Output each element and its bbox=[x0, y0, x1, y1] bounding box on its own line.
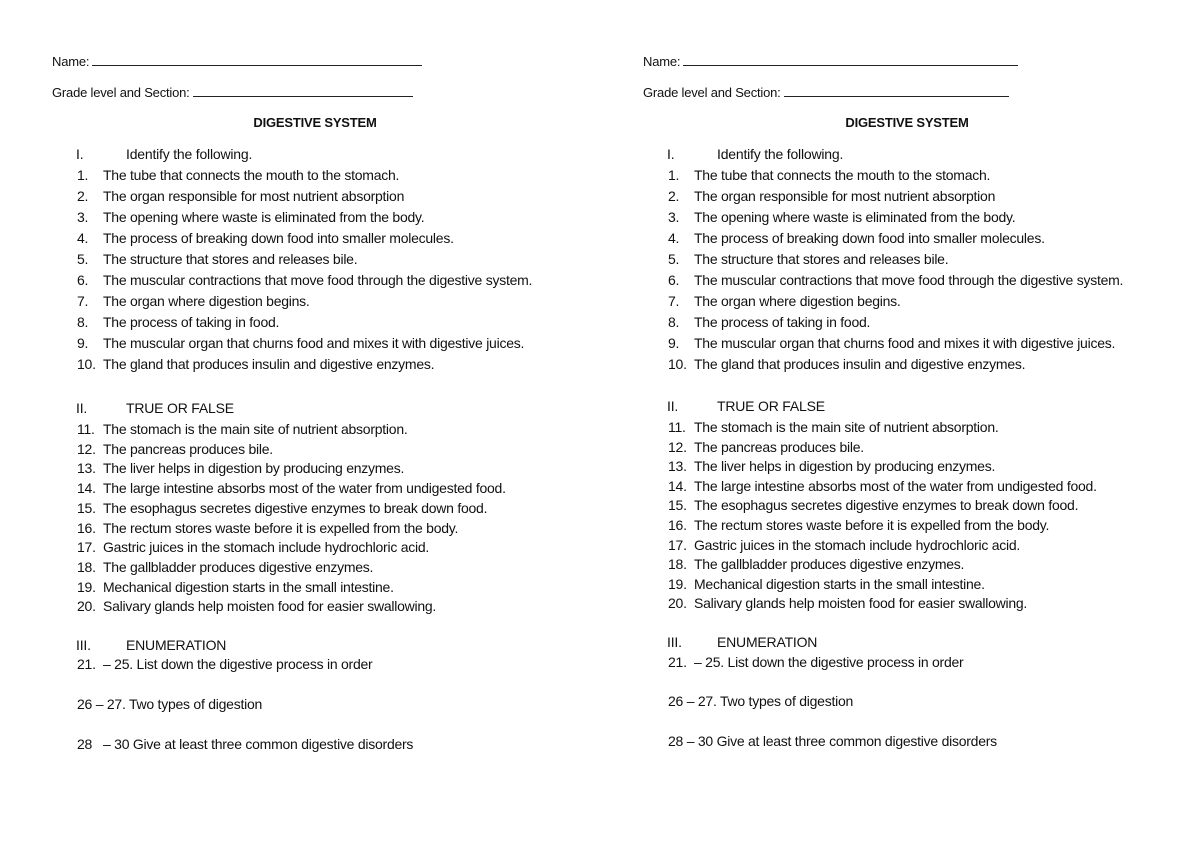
question-text: 28 – 30 Give at least three common digestive disorders bbox=[668, 733, 997, 749]
question-number: 7. bbox=[668, 293, 680, 309]
question-text: The rectum stores waste before it is expelled from the body. bbox=[103, 519, 459, 536]
question-text: Mechanical digestion starts in the small intestine. bbox=[694, 575, 985, 592]
question-text: Mechanical digestion starts in the small intestine. bbox=[103, 578, 394, 595]
question-number: 20. bbox=[77, 598, 96, 615]
question-item bbox=[668, 497, 1078, 513]
question-item bbox=[668, 209, 1015, 225]
question-number: 7. bbox=[77, 293, 89, 309]
question-item bbox=[668, 517, 1049, 533]
question-number: 12. bbox=[668, 438, 687, 455]
question-item bbox=[668, 314, 870, 330]
section-1-heading: I. Identify the following. bbox=[76, 146, 253, 162]
question-number: 3. bbox=[668, 209, 680, 225]
name-field bbox=[52, 53, 422, 69]
question-number: 17. bbox=[77, 539, 96, 556]
question-text: The rectum stores waste before it is expelled from the body. bbox=[694, 517, 1050, 533]
question-number: 6. bbox=[668, 272, 680, 288]
section-3-heading: III. ENUMERATION bbox=[76, 637, 227, 653]
question-text: The process of breaking down food into smaller molecules. bbox=[694, 230, 1045, 246]
question-item bbox=[668, 478, 1097, 494]
question-text: The liver helps in digestion by producing enzymes. bbox=[694, 458, 996, 475]
question-number: 5. bbox=[77, 251, 89, 267]
question-number: 1. bbox=[668, 167, 680, 183]
question-text: The large intestine absorbs most of the water from undigested food. bbox=[103, 480, 506, 497]
question-number: 21. bbox=[77, 656, 96, 672]
worksheet-title: DIGESTIVE SYSTEM bbox=[845, 115, 969, 130]
question-number: 8. bbox=[668, 314, 680, 330]
question-item bbox=[77, 167, 399, 183]
question-text: The organ responsible for most nutrient absorption bbox=[103, 188, 405, 204]
question-number: 28 bbox=[77, 736, 93, 752]
grade-blank-line bbox=[193, 84, 413, 97]
section-2-heading: II. TRUE OR FALSE bbox=[667, 398, 825, 414]
question-number: 8. bbox=[77, 314, 89, 330]
question-item bbox=[77, 539, 429, 555]
question-number: 19. bbox=[668, 575, 687, 592]
question-text: The esophagus secretes digestive enzymes to break down food. bbox=[103, 499, 488, 516]
question-text: – 25. List down the digestive process in order bbox=[103, 656, 373, 672]
question-text: The process of taking in food. bbox=[694, 314, 871, 330]
question-number: 9. bbox=[668, 335, 680, 351]
question-number: 18. bbox=[77, 558, 96, 575]
question-number: 15. bbox=[77, 499, 96, 516]
question-text: The process of taking in food. bbox=[103, 314, 280, 330]
question-item bbox=[77, 480, 506, 496]
question-item bbox=[668, 167, 990, 183]
question-item bbox=[77, 579, 394, 595]
question-text: The structure that stores and releases bile. bbox=[694, 251, 949, 267]
section-3-heading: III. ENUMERATION bbox=[667, 634, 818, 650]
question-text: 26 – 27. Two types of digestion bbox=[77, 696, 263, 712]
grade-blank-line bbox=[784, 84, 1009, 97]
question-text: The gallbladder produces digestive enzymes. bbox=[694, 556, 965, 573]
question-item bbox=[77, 209, 424, 225]
enumeration-item bbox=[77, 656, 372, 672]
question-text: The large intestine absorbs most of the water from undigested food. bbox=[694, 477, 1097, 494]
name-label: Name: bbox=[52, 54, 90, 69]
enumeration-item bbox=[668, 654, 963, 670]
question-text: The tube that connects the mouth to the stomach. bbox=[103, 167, 400, 183]
question-number: 9. bbox=[77, 335, 89, 351]
question-item bbox=[77, 188, 404, 204]
question-number: 10. bbox=[668, 356, 687, 372]
question-number: 13. bbox=[668, 458, 687, 475]
question-number: 4. bbox=[77, 230, 89, 246]
question-item bbox=[668, 419, 999, 435]
question-number: 21. bbox=[668, 654, 687, 670]
question-number: 20. bbox=[668, 595, 687, 612]
question-number: 5. bbox=[668, 251, 680, 267]
question-text: Gastric juices in the stomach include hydrochloric acid. bbox=[103, 539, 430, 556]
question-text: 26 – 27. Two types of digestion bbox=[668, 693, 854, 709]
name-label: Name: bbox=[643, 54, 681, 69]
question-number: 10. bbox=[77, 356, 96, 372]
question-item bbox=[77, 421, 408, 437]
question-text: The muscular contractions that move food through the digestive system. bbox=[694, 272, 1124, 288]
question-number: 14. bbox=[668, 477, 687, 494]
question-number: 18. bbox=[668, 556, 687, 573]
section-2-heading: II. TRUE OR FALSE bbox=[76, 400, 234, 416]
question-item bbox=[668, 458, 995, 474]
question-item bbox=[77, 272, 532, 288]
question-number: 2. bbox=[77, 188, 89, 204]
grade-label: Grade level and Section: bbox=[52, 85, 190, 100]
question-text: Gastric juices in the stomach include hydrochloric acid. bbox=[694, 536, 1021, 553]
question-text: – 25. List down the digestive process in order bbox=[694, 654, 964, 670]
question-number: 12. bbox=[77, 440, 96, 457]
enumeration-item bbox=[77, 696, 262, 712]
question-number: 16. bbox=[77, 519, 96, 536]
question-item bbox=[77, 460, 404, 476]
question-number: 19. bbox=[77, 578, 96, 595]
question-number: 1. bbox=[77, 167, 89, 183]
question-number: 3. bbox=[77, 209, 89, 225]
question-text: The gland that produces insulin and digestive enzymes. bbox=[103, 356, 435, 372]
question-number: 16. bbox=[668, 517, 687, 533]
question-number: 2. bbox=[668, 188, 680, 204]
worksheet-copy-right bbox=[592, 0, 1152, 849]
question-item bbox=[668, 576, 985, 592]
question-text: The organ where digestion begins. bbox=[103, 293, 310, 309]
question-item bbox=[668, 595, 1027, 611]
question-item bbox=[77, 335, 524, 351]
question-item bbox=[77, 293, 310, 309]
question-text: The gland that produces insulin and digestive enzymes. bbox=[694, 356, 1026, 372]
question-number: 11. bbox=[668, 419, 686, 435]
question-text: The pancreas produces bile. bbox=[694, 438, 864, 455]
question-text: The pancreas produces bile. bbox=[103, 440, 273, 457]
grade-label: Grade level and Section: bbox=[643, 85, 781, 100]
question-text: – 30 Give at least three common digestive disorders bbox=[103, 736, 414, 752]
question-item bbox=[668, 556, 964, 572]
question-number: 14. bbox=[77, 480, 96, 497]
question-item bbox=[668, 356, 1025, 372]
question-number: 11. bbox=[77, 421, 95, 437]
question-text: The muscular organ that churns food and mixes it with digestive juices. bbox=[694, 335, 1116, 351]
worksheet-title: DIGESTIVE SYSTEM bbox=[253, 115, 377, 130]
question-item bbox=[668, 439, 864, 455]
enumeration-item bbox=[668, 733, 997, 749]
question-text: Salivary glands help moisten food for easier swallowing. bbox=[694, 595, 1028, 612]
question-item bbox=[77, 356, 434, 372]
question-number: 15. bbox=[668, 497, 687, 514]
grade-field bbox=[52, 84, 413, 100]
question-text: The organ where digestion begins. bbox=[694, 293, 901, 309]
question-text: The organ responsible for most nutrient absorption bbox=[694, 188, 996, 204]
question-text: The stomach is the main site of nutrient absorption. bbox=[694, 419, 999, 435]
question-text: The structure that stores and releases bile. bbox=[103, 251, 358, 267]
question-item bbox=[77, 500, 487, 516]
question-item bbox=[77, 559, 373, 575]
question-text: The esophagus secretes digestive enzymes to break down food. bbox=[694, 497, 1079, 514]
question-text: The liver helps in digestion by producing enzymes. bbox=[103, 460, 405, 477]
question-item bbox=[77, 230, 454, 246]
question-item bbox=[668, 335, 1115, 351]
question-text: The opening where waste is eliminated from the body. bbox=[103, 209, 425, 225]
question-number: 4. bbox=[668, 230, 680, 246]
worksheet-copy-left bbox=[0, 0, 560, 849]
enumeration-item bbox=[668, 693, 853, 709]
question-item bbox=[668, 251, 948, 267]
name-blank-line bbox=[92, 53, 422, 66]
question-item bbox=[668, 293, 901, 309]
question-item bbox=[77, 441, 273, 457]
enumeration-item bbox=[77, 736, 413, 752]
question-text: Salivary glands help moisten food for easier swallowing. bbox=[103, 598, 437, 615]
question-item bbox=[668, 188, 995, 204]
name-blank-line bbox=[683, 53, 1018, 66]
name-field bbox=[643, 53, 1018, 69]
question-item bbox=[77, 520, 458, 536]
question-item bbox=[668, 272, 1123, 288]
question-text: The opening where waste is eliminated from the body. bbox=[694, 209, 1016, 225]
grade-field bbox=[643, 84, 1009, 100]
question-number: 17. bbox=[668, 536, 687, 553]
section-1-heading: I. Identify the following. bbox=[667, 146, 844, 162]
question-text: The stomach is the main site of nutrient absorption. bbox=[103, 421, 408, 437]
question-text: The muscular contractions that move food through the digestive system. bbox=[103, 272, 533, 288]
question-number: 6. bbox=[77, 272, 89, 288]
question-text: The process of breaking down food into smaller molecules. bbox=[103, 230, 454, 246]
question-item bbox=[77, 598, 436, 614]
question-item bbox=[668, 537, 1020, 553]
question-text: The muscular organ that churns food and mixes it with digestive juices. bbox=[103, 335, 525, 351]
question-item bbox=[77, 251, 357, 267]
question-text: The gallbladder produces digestive enzymes. bbox=[103, 558, 374, 575]
question-item bbox=[668, 230, 1045, 246]
question-number: 13. bbox=[77, 460, 96, 477]
question-item bbox=[77, 314, 279, 330]
question-text: The tube that connects the mouth to the stomach. bbox=[694, 167, 991, 183]
